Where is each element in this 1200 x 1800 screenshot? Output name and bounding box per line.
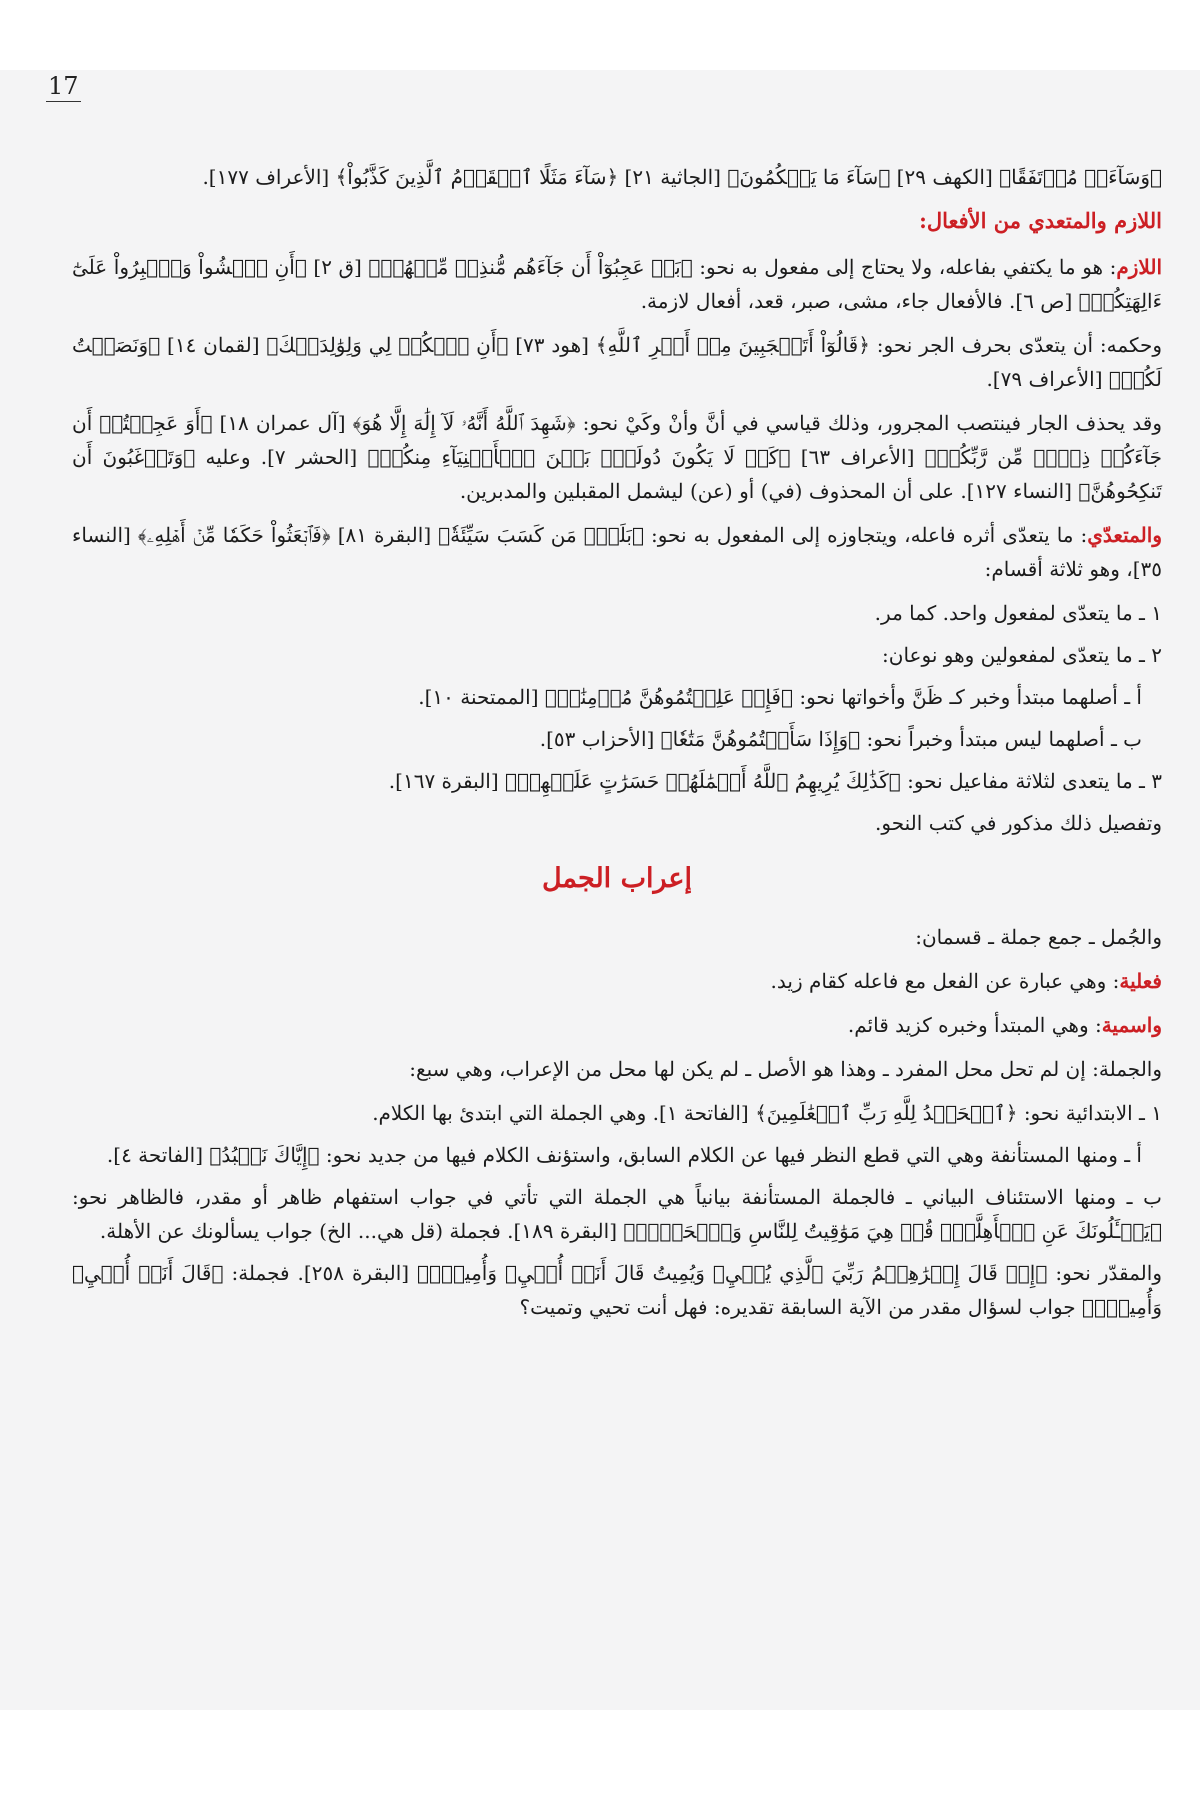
list-item: ١ ـ الابتدائية نحو: ﴿ٱلۡحَمۡدُ لِلَّهِ رَبِّ ٱلۡعَٰلَمِينَ﴾ [الفاتحة ١]. وهي الجملة التي ابتدئ بها الكلام. [372, 1101, 1162, 1125]
paragraph-text: : هو ما يكتفي بفاعله، ولا يحتاج إلى مفعول به نحو: ﴿بَلۡ عَجِبُوٓاْ أَن جَآءَهُم مُّنذِرٞ مِّنۡهُمۡ﴾ [ق ٢] ﴿أَنِ ٱمۡشُواْ وَٱصۡبِرُواْ عَلَىٰٓ ءَالِهَتِكُمۡ﴾ [ص ٦]. فالأفعال جاء، مشى، صبر، قعد، أفعال لازمة. [72, 255, 1162, 313]
list-subitem: أ ـ أصلهما مبتدأ وخبر كـ ظَنَّ وأخواتها نحو: ﴿فَإِنۡ عَلِمۡتُمُوهُنَّ مُؤۡمِنَٰتٖ﴾ [الممتحنة ١٠]. [418, 685, 1142, 709]
list-subitem: ب ـ أصلهما ليس مبتدأ وخبراً نحو: ﴿وَإِذَا سَأَلۡتُمُوهُنَّ مَتَٰعٗا﴾ [الأحزاب ٥٣]. [539, 727, 1142, 751]
paragraph-text: : ما يتعدّى أثره فاعله، ويتجاوزه إلى المفعول به نحو: ﴿بَلَىٰۚ مَن كَسَبَ سَيِّئَةٗ﴾ [البقرة ٨١] ﴿فَٱبۡعَثُواْ حَكَمٗا مِّنۡ أَهۡلِهِۦ﴾ [النساء ٣٥]، وهو ثلاثة أقسام: [72, 523, 1162, 581]
paragraph: والمقدّر نحو: ﴿إِذۡ قَالَ إِبۡرَٰهِـۧمُ رَبِّيَ ٱلَّذِي يُحۡيِۦ وَيُمِيتُ قَالَ أَنَا۠ أُحۡيِۦ وَأُمِيتُۖ﴾ [البقرة ٢٥٨]. فجملة: ﴿قَالَ أَنَا۠ أُحۡيِۦ وَأُمِيتُۖ﴾ جواب لسؤال مقدر من الآية السابقة تقديره: فهل أنت تحيي وتميت؟ [72, 1261, 1162, 1319]
chapter-title: إعراب الجمل [541, 863, 693, 894]
term-label: فعلية [1119, 969, 1162, 993]
list-item: ٢ ـ ما يتعدّى لمفعولين وهو نوعان: [882, 643, 1162, 667]
paragraph: والجُمل ـ جمع جملة ـ قسمان: [915, 925, 1162, 949]
paragraph-mutaaddi [72, 518, 1162, 586]
term-label: والمتعدّي [1087, 523, 1162, 547]
paragraph: ﴿وَسَآءَتۡ مُرۡتَفَقًا﴾ [الكهف ٢٩] ﴿سَآءَ مَا يَحۡكُمُونَ﴾ [الجاثية ٢١] ﴿سَآءَ مَثَلًا ٱلۡقَوۡمُ ٱلَّذِينَ كَذَّبُواْ﴾ [الأعراف ١٧٧]. [202, 165, 1162, 189]
list-subitem: أ ـ ومنها المستأنفة وهي التي قطع النظر فيها عن الكلام السابق، واستؤنف الكلام فيها من جديد نحو: ﴿إِيَّاكَ نَعۡبُدُ﴾ [الفاتحة ٤]. [106, 1143, 1142, 1167]
paragraph: وحكمه: أن يتعدّى بحرف الجر نحو: ﴿قَالُوٓاْ أَتَعۡجَبِينَ مِنۡ أَمۡرِ ٱللَّهِ﴾ [هود ٧٣] ﴿أَنِ ٱشۡكُرۡ لِي وَلِوَٰلِدَيۡكَ﴾ [لقمان ١٤] ﴿وَنَصَحۡتُ لَكُمۡ﴾ [الأعراف ٧٩]. [72, 333, 1163, 391]
term-label: واسمية [1101, 1013, 1162, 1037]
paragraph: وقد يحذف الجار فينتصب المجرور، وذلك قياسي في أنَّ وأنْ وكَيْ نحو: ﴿شَهِدَ ٱللَّهُ أَنَّهُۥ لَآ إِلَٰهَ إِلَّا هُوَ﴾ [آل عمران ١٨] ﴿أَوَ عَجِبۡتُمۡ أَن جَآءَكُمۡ ذِكۡرٞ مِّن رَّبِّكُمۡ﴾ [الأعراف ٦٣] ﴿كَيۡ لَا يَكُونَ دُولَةَۢ بَيۡنَ ٱلۡأَغۡنِيَآءِ مِنكُمۡ﴾ [الحشر ٧]. وعليه ﴿وَتَرۡغَبُونَ أَن تَنكِحُوهُنَّ﴾ [النساء ١٢٧]. على أن المحذوف (في) أو (عن) ليشمل المقبلين والمدبرين. [72, 411, 1162, 503]
paragraph: والجملة: إن لم تحل محل المفرد ـ وهذا هو الأصل ـ لم يكن لها محل من الإعراب، وهي سبع: [409, 1057, 1162, 1081]
paragraph-filiya [72, 964, 1162, 998]
paragraph: وتفصيل ذلك مذكور في كتب النحو. [875, 811, 1162, 835]
list-item: ٣ ـ ما يتعدى لثلاثة مفاعيل نحو: ﴿كَذَٰلِكَ يُرِيهِمُ ٱللَّهُ أَعۡمَٰلَهُمۡ حَسَرَٰتٍ عَلَيۡهِمۡ﴾ [البقرة ١٦٧]. [388, 769, 1162, 793]
list-item: ١ ـ ما يتعدّى لمفعول واحد. كما مر. [874, 601, 1162, 625]
paragraph-text: : وهي عبارة عن الفعل مع فاعله كقام زيد. [770, 969, 1120, 993]
section-heading: اللازم والمتعدي من الأفعال: [919, 208, 1162, 233]
term-label: اللازم [1116, 255, 1162, 279]
page-number: 17 [48, 72, 79, 100]
paragraph-lazim [72, 250, 1162, 318]
page-body [72, 160, 1162, 1334]
paragraph-text: : وهي المبتدأ وخبره كزيد قائم. [847, 1013, 1102, 1037]
list-item: ب ـ ومنها الاستئناف البياني ـ فالجملة المستأنفة بيانياً هي الجملة التي تأتي في جواب استفهام ظاهر أو مقدر، فالظاهر نحو: ﴿يَسۡـَٔلُونَكَ عَنِ ٱلۡأَهِلَّةِۖ قُلۡ هِيَ مَوَٰقِيتُ لِلنَّاسِ وَٱلۡحَجِّۗ﴾ [البقرة ١٨٩]. فجملة (قل هي... الخ) جواب يسألونك عن الأهلة. [72, 1185, 1162, 1243]
paragraph-ismiya [72, 1008, 1162, 1042]
